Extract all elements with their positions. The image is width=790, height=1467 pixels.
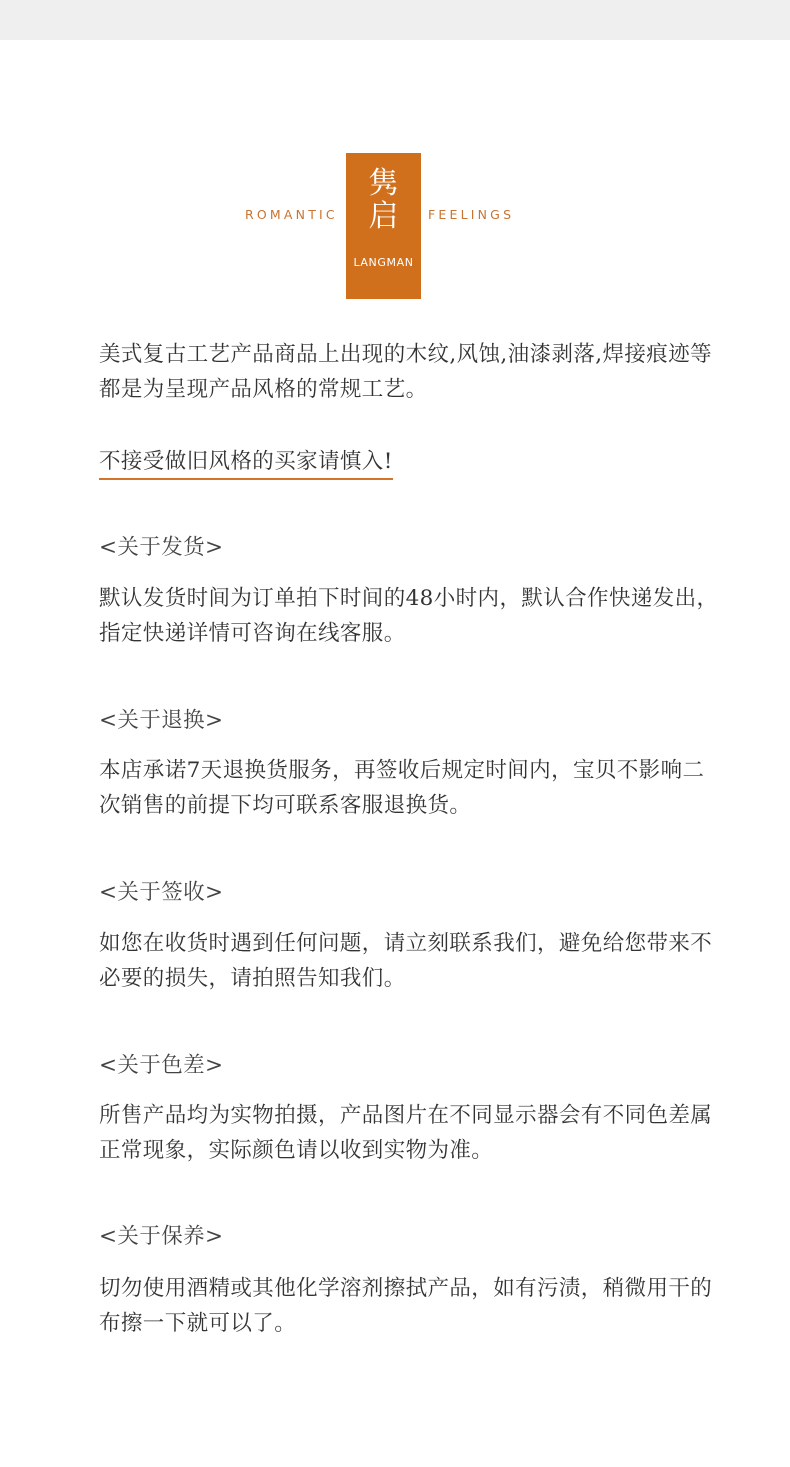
section-body-shipping: 默认发货时间为订单拍下时间的48小时内，默认合作快递发出，指定快递详情可咨询在线客服。 xyxy=(99,586,719,646)
section-body-care: 切勿使用酒精或其他化学溶剂擦拭产品，如有污渍，稍微用干的布擦一下就可以了。 xyxy=(99,1276,713,1336)
top-bar xyxy=(0,0,790,40)
section-body-returns: 本店承诺7天退换货服务，再签收后规定时间内，宝贝不影响二次销售的前提下均可联系客服退换货。 xyxy=(99,758,705,818)
brand-left-text: ROMANTIC xyxy=(245,207,338,222)
brand-right-text: FEELINGS xyxy=(428,207,515,222)
section-body-color: 所售产品均为实物拍摄，产品图片在不同显示器会有不同色差属正常现象，实际颜色请以收到实物为准。 xyxy=(99,1103,713,1163)
brand-logo xyxy=(346,153,421,299)
logo-subtitle: LANGMAN xyxy=(353,256,414,269)
section-heading-returns: <关于退换> xyxy=(99,708,224,733)
intro-paragraph: 美式复古工艺产品商品上出现的木纹,风蚀,油漆剥落,焊接痕迹等都是为呈现产品风格的常规工艺。 xyxy=(99,342,713,402)
warning-notice: 不接受做旧风格的买家请慎入! xyxy=(99,447,393,480)
section-heading-color: <关于色差> xyxy=(99,1053,224,1078)
logo-glyph-1: 隽 xyxy=(368,166,399,201)
logo-glyph-2: 启 xyxy=(368,199,399,234)
section-heading-care: <关于保养> xyxy=(99,1224,224,1249)
section-body-receipt: 如您在收货时遇到任何问题，请立刻联系我们，避免给您带来不必要的损失，请拍照告知我们。 xyxy=(99,931,713,991)
section-heading-shipping: <关于发货> xyxy=(99,535,224,560)
logo-calligraphy xyxy=(346,167,421,233)
section-heading-receipt: <关于签收> xyxy=(99,880,224,905)
brand-header xyxy=(0,153,790,299)
